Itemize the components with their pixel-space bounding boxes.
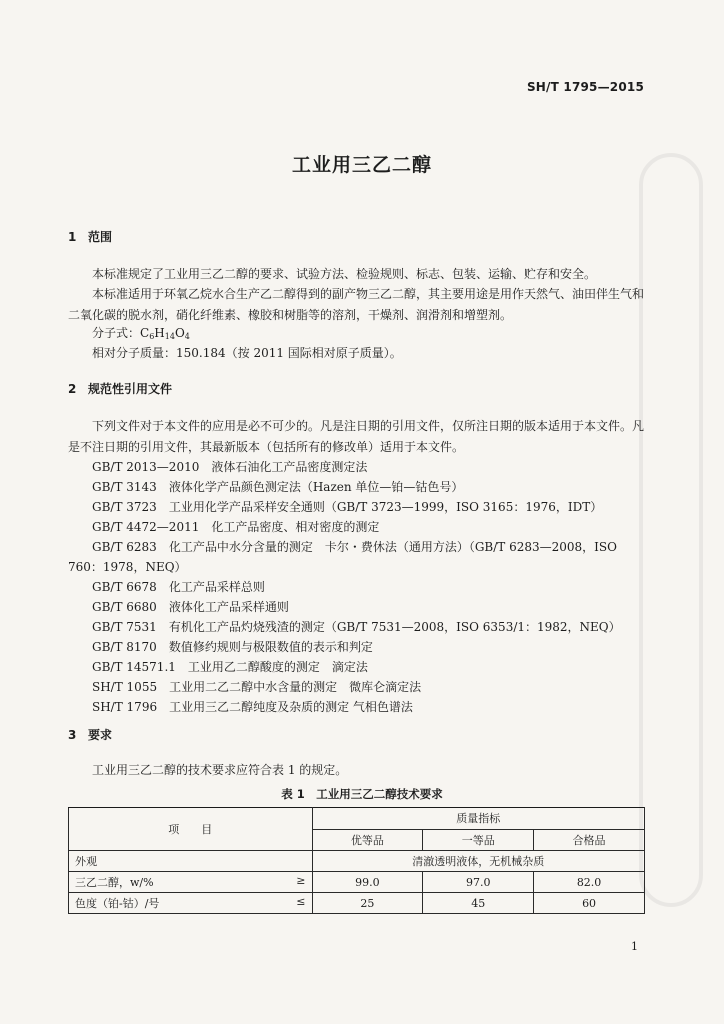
row-name: 三乙二醇，w/% [75, 876, 154, 889]
spec-table [68, 807, 645, 914]
section-2-intro: 下列文件对于本文件的应用是必不可少的。凡是注日期的引用文件，仅所注日期的版本适用于本文件。凡是不注日期的引用文件，其最新版本（包括所有的修改单）适用于本文件。 [68, 419, 645, 454]
section-2-heading [68, 380, 172, 397]
reference-code: SH/T 1055 [92, 680, 158, 694]
reference-code: GB/T 8170 [92, 640, 157, 654]
standard-code: SH/T 1795—2015 [526, 80, 644, 94]
grade-cell: 一等品 [423, 829, 534, 851]
reference-title: 化工产品中水分含量的测定 卡尔・费休法（通用方法）（GB/T 6283—2008，ISO [168, 540, 617, 554]
value-cell: 99.0 [312, 872, 423, 893]
value-cell: 82.0 [534, 872, 645, 893]
section-1-heading [68, 228, 112, 245]
reference-title: 工业用三乙二醇纯度及杂质的测定 气相色谱法 [169, 700, 413, 714]
reference-item [92, 597, 644, 618]
reference-title: 液体化学产品颜色测定法（Hazen 单位—铂—钴色号） [168, 480, 464, 494]
molecular-formula: 分子式：$C_6H_{14}O_4$ [92, 326, 190, 341]
section-3-heading [68, 726, 112, 743]
reference-item [92, 517, 644, 538]
header-item-cell: 项 目 [69, 808, 313, 851]
reference-item [92, 697, 644, 718]
header-quality-cell: 质量指标 [312, 808, 644, 830]
section-1-number: 1 [68, 230, 77, 244]
row-name-cell [69, 893, 313, 914]
section-3-intro: 工业用三乙二醇的技术要求应符合表 1 的规定。 [92, 763, 348, 777]
section-2-title: 规范性引用文件 [88, 382, 173, 396]
molecular-mass: 相对分子质量：150.184（按 2011 国际相对原子质量）。 [92, 346, 402, 360]
reference-item [92, 477, 644, 498]
reference-item [92, 577, 644, 598]
formula-label: 分子式： [92, 326, 141, 340]
value-cell: 25 [312, 893, 423, 914]
section-1-paragraph-2: 本标准适用于环氧乙烷水合生产乙二醇得到的副产物三乙二醇，其主要用途是用作天然气、油田伴生气和二氧化碳的脱水剂，硝化纤维素、橡胶和树脂等的溶剂，干燥剂、润滑剂和增塑剂。 [68, 287, 645, 322]
value-cell: 60 [534, 893, 645, 914]
table-caption: 表 1 工业用三乙二醇技术要求 [281, 787, 443, 801]
reference-code: GB/T 4472—2011 [92, 520, 200, 534]
merged-value-cell: 清澈透明液体，无机械杂质 [312, 851, 644, 872]
reference-title: 工业用化学产品采样安全通则（GB/T 3723—1999，ISO 3165：1976，IDT） [168, 500, 603, 514]
table-header-row [69, 808, 645, 830]
table-row [69, 851, 645, 872]
reference-title: 化工产品采样总则 [168, 580, 265, 594]
reference-item [92, 537, 644, 558]
reference-item [92, 637, 644, 658]
table-row [69, 872, 645, 893]
reference-code: GB/T 6283 [92, 540, 157, 554]
reference-code: GB/T 3723 [92, 500, 157, 514]
reference-title: 化工产品密度、相对密度的测定 [211, 520, 380, 534]
reference-continuation: 760：1978，NEQ） [68, 560, 187, 574]
value-cell: 97.0 [423, 872, 534, 893]
section-3-number: 3 [68, 728, 77, 742]
limit-sign: ≥ [296, 874, 306, 887]
reference-title: 有机化工产品灼烧残渣的测定（GB/T 7531—2008，ISO 6353/1：1982，NEQ） [168, 620, 621, 634]
section-2-number: 2 [68, 382, 77, 396]
reference-item [92, 677, 644, 698]
document-title: 工业用三乙二醇 [291, 154, 432, 176]
reference-code: GB/T 6680 [92, 600, 157, 614]
row-name: 色度（铂-钴）/号 [75, 897, 160, 910]
row-name-cell: 外观 [69, 851, 313, 872]
reference-item [92, 617, 644, 638]
reference-title: 液体化工产品采样通则 [168, 600, 289, 614]
section-3-title: 要求 [88, 728, 113, 742]
reference-title: 工业用二乙二醇中水含量的测定 微库仑滴定法 [169, 680, 422, 694]
reference-code: GB/T 7531 [92, 620, 157, 634]
section-1-paragraph-1: 本标准规定了工业用三乙二醇的要求、试验方法、检验规则、标志、包装、运输、贮存和安全。 [92, 267, 597, 281]
reference-code: GB/T 14571.1 [92, 660, 176, 674]
grade-cell: 优等品 [312, 829, 423, 851]
reference-code: GB/T 2013—2010 [92, 460, 200, 474]
page-number: 1 [631, 940, 638, 953]
section-1-title: 范围 [88, 230, 113, 244]
reference-title: 数值修约规则与极限数值的表示和判定 [168, 640, 373, 654]
reference-title: 液体石油化工产品密度测定法 [211, 460, 368, 474]
reference-code: GB/T 3143 [92, 480, 157, 494]
reference-code: SH/T 1796 [92, 700, 158, 714]
reference-item [92, 497, 644, 518]
table-row [69, 893, 645, 914]
row-name-cell [69, 872, 313, 893]
grade-cell: 合格品 [534, 829, 645, 851]
reference-item [92, 657, 644, 678]
limit-sign: ≤ [296, 895, 306, 908]
reference-code: GB/T 6678 [92, 580, 157, 594]
value-cell: 45 [423, 893, 534, 914]
reference-item [92, 457, 644, 478]
reference-title: 工业用乙二醇酸度的测定 滴定法 [187, 660, 368, 674]
